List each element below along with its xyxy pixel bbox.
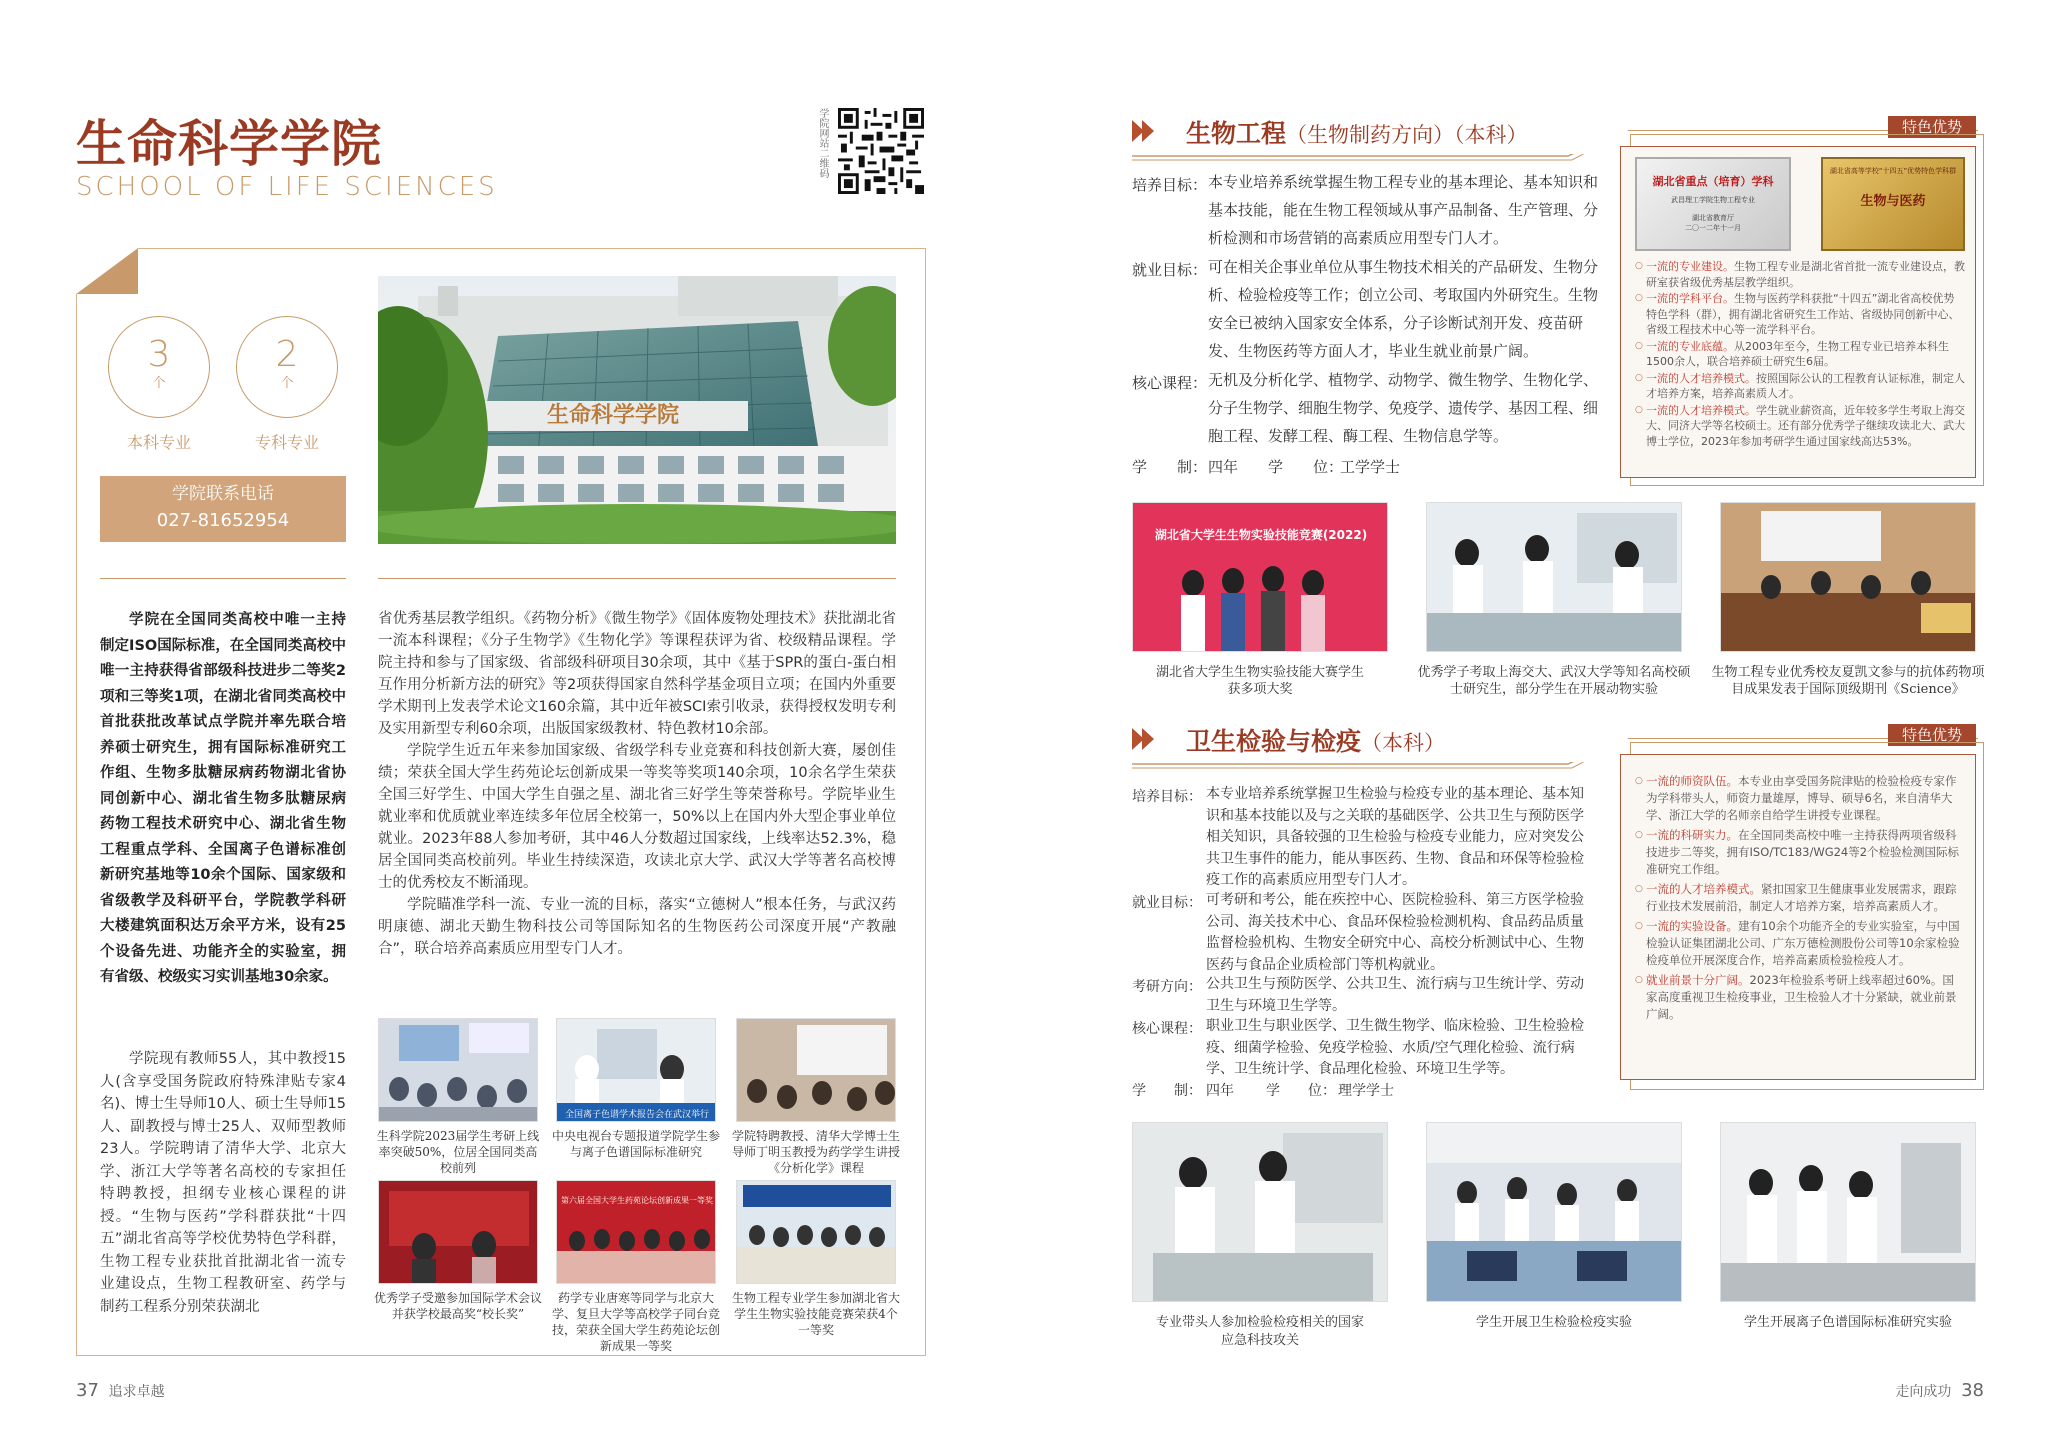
photo-banner: 第六届全国大学生药苑论坛创新成果一等奖 [561, 1196, 713, 1205]
divider [100, 578, 346, 579]
photo-chromatography [1720, 1122, 1976, 1302]
field-value: 理学学士 [1338, 1083, 1394, 1099]
qr-code-icon[interactable] [838, 108, 924, 194]
phone-box [100, 476, 346, 542]
plaque-sub: 武昌理工学院生物工程专业 [1671, 196, 1755, 204]
plaque-key-discipline [1635, 157, 1791, 251]
page-number-left [76, 1380, 165, 1401]
feature-item: ○ 一流的人才培养模式。学生就业薪资高，近年较多学生考取上海交大、同济大学等名校硕士。还有部分优秀学子继续攻读北大、武大博士学位，2023年参加考研学生通过国家线高达53%。 [1635, 403, 1965, 450]
field-value: 本专业培养系统掌握生物工程专业的基本理论、基本知识和基本技能，能在生物工程领域从事产品制备、生产管理、分析检测和市场营销的高素质应用型专门人才。 [1208, 173, 1599, 247]
photo-group [736, 1180, 896, 1284]
page-number: 37 [76, 1380, 99, 1401]
page-label: 走向成功 [1895, 1384, 1952, 1400]
page-title: 生命科学学院 [76, 114, 382, 173]
building-photo [378, 276, 896, 544]
feature-item: ○ 一流的实验设备。建有10余个功能齐全的专业实验室，与中国检验认证集团湖北公司、广东万德检测股份公司等10余家检验检疫单位开展深度合作，培养高素质检验检疫人才。 [1635, 918, 1965, 969]
feature-item: ○ 一流的人才培养模式。紧扣国家卫生健康事业发展需求，跟踪行业技术发展前沿，制定人才培养方案，培养高素质人才。 [1635, 881, 1965, 915]
stat-undergrad [108, 316, 210, 418]
field-label: 学 制： [1132, 458, 1208, 476]
field-label: 学 位： [1266, 1083, 1336, 1099]
middle-paragraph: 学院瞄准学科一流、专业一流的目标，落实“立德树人”根本任务，与武汉药明康德、湖北天勤生物科技公司等国际知名的生物医药公司深度开展“产教融合”，联合培养高素质应用型专门人才。 [378, 897, 896, 957]
feature-pane [1620, 146, 1976, 478]
photo-award [556, 1180, 716, 1284]
stat-junior-number: 2 [275, 334, 299, 375]
field-label: 学 位： [1268, 458, 1344, 476]
field-label: 培养目标： [1132, 176, 1208, 194]
stat-junior-label: 专科专业 [254, 433, 319, 452]
field-value: 本专业培养系统掌握卫生检验与检疫专业的基本理论、基本知识和基本技能以及与之关联的基础医学、公共卫生与预防医学相关知识，具备较强的卫生检验与检疫专业能力，应对突发公共卫生事件的能力，能从事医药、生物、食品和环保等检验检疫工作的高素质应用型专门人才。 [1206, 786, 1584, 888]
photo-caption: 专业带头人参加检验检疫相关的国家应急科技攻关 [1155, 1315, 1364, 1348]
section-level: （本科） [1454, 123, 1528, 147]
stat-undergrad-label: 本科专业 [126, 433, 191, 452]
photo-classroom [378, 1018, 538, 1122]
photo-caption: 药学专业唐寒等同学与北京大学、复旦大学等高校学子同台竞技，荣获全国大学生药苑论坛创新成果一等奖 [552, 1291, 721, 1353]
page-number-right [1895, 1380, 1984, 1401]
middle-paragraph: 省优秀基层教学组织。《药物分析》《微生物学》《固体废物处理技术》获批湖北省一流本科课程；《分子生物学》《生物化学》等课程获评为省、校级精品课程。学院主持和参与了国家级、省部级科研项目30余项，其中《基于SPR的蛋白-蛋白相互作用分析新方法的研究》等2项获得国家自然科学基金项目立项；在国内外重要学术期刊上发表学术论文160余篇，其中近年被SCI索引收录，获得授权发明专利及实用新型专利60余项，出版国家级教材、特色教材10余部。 [378, 611, 896, 737]
photo-conference [378, 1180, 538, 1284]
phone-label: 学院联系电话 [172, 484, 274, 504]
field-label: 核心课程： [1132, 374, 1208, 392]
stat-junior [236, 316, 338, 418]
plaque-org: 湖北省教育厅 [1692, 214, 1734, 222]
photo-meeting [1720, 502, 1976, 652]
photo-caption: 优秀学子受邀参加国际学术会议并获学校最高奖“校长奖” [374, 1291, 543, 1321]
arrow-right-icon [1132, 120, 1162, 142]
photo-caption: 生物工程专业优秀校友夏凯文参与的抗体药物项目成果发表于国际顶级期刊《Science》 [1711, 665, 1985, 697]
section-title-main: 生物工程 [1186, 119, 1287, 148]
photo-caption: 湖北省大学生生物实验技能大赛学生获多项大奖 [1155, 665, 1364, 697]
section-title [1186, 114, 1528, 150]
feature-tag: 特色优势 [1888, 724, 1976, 746]
field-label: 培养目标： [1132, 789, 1202, 805]
photo-caption: 生科学院2023届学生考研上线率突破50%，位居全国同类高校前列 [376, 1129, 540, 1175]
field-value: 公共卫生与预防医学、公共卫生、流行病与卫生统计学、劳动卫生与环境卫生学等。 [1206, 976, 1584, 1014]
field-value: 工学学士 [1340, 458, 1401, 476]
feature-item: ○ 一流的专业底蕴。从2003年至今，生物工程专业已培养本科生1500余人，联合培养硕士研究生6届。 [1635, 339, 1965, 370]
building-sign: 生命科学学院 [546, 402, 680, 428]
stat-undergrad-number: 3 [147, 334, 171, 375]
frame-corner-decoration [76, 248, 138, 294]
page-label: 追求卓越 [108, 1384, 165, 1400]
field-label: 核心课程： [1132, 1021, 1202, 1037]
field-value: 可在相关企事业单位从事生物技术相关的产品研发、生物分析、检验检疫等工作；创立公司、考取国内外研究生。生物安全已被纳入国家安全体系，分子诊断试剂开发、疫苗研发、生物医药等方面人才，毕业生就业前景广阔。 [1208, 258, 1599, 360]
field-value: 可考研和考公，能在疾控中心、医院检验科、第三方医学检验公司、海关技术中心、食品环保检验检测机构、食品药品质量监督检验机构、生物安全研究中心、高校分析测试中心、生物医药与食品企业质检部门等机构就业。 [1206, 892, 1584, 973]
plaque-title: 湖北省重点（培育）学科 [1652, 175, 1774, 188]
feature-list [1635, 773, 1965, 1023]
plaque-head: 湖北省高等学校“十四五”优势特色学科群 [1829, 167, 1957, 175]
photo-caption: 学生开展卫生检验检疫实验 [1475, 1315, 1632, 1330]
plaque-date: 二〇一二年十一月 [1685, 224, 1741, 232]
section-level: （本科） [1361, 731, 1446, 755]
field-label: 考研方向： [1132, 979, 1202, 995]
photo-caption: 学院特聘教授、清华大学博士生导师丁明玉教授为药学学生讲授《分析化学》课程 [732, 1129, 901, 1175]
field-value: 四年 [1208, 458, 1239, 476]
middle-text-column [378, 608, 896, 960]
section-title-paren: （生物制药方向） [1286, 123, 1455, 147]
page-number: 38 [1961, 1380, 1984, 1401]
middle-paragraph: 学院学生近五年来参加国家级、省级学科专业竞赛和科技创新大赛，屡创佳绩；荣获全国大学生药苑论坛创新成果一等奖等奖项140余项，10余名学生荣获全国三好学生、中国大学生自强之星、湖北省三好学生等荣誉称号。学院毕业生就业率和优质就业率连续多年位居全校第一，50%以上在国内外大型企事业单位就业。2023年88人参加考研，其中46人分数超过国家线，上线率达52.3%，稳居全国同类高校前列。毕业生持续深造，攻读北京大学、武汉大学等著名高校博士的优秀校友不断涌现。 [378, 743, 896, 891]
section-title [1186, 722, 1445, 758]
plaque-title: 生物与医药 [1860, 194, 1926, 209]
feature-tag: 特色优势 [1888, 116, 1976, 138]
photo-banner: 全国离子色谱学术报告会在武汉举行 [564, 1110, 710, 1120]
page-subtitle: SCHOOL OF LIFE SCIENCES [76, 172, 498, 202]
field-value: 四年 [1206, 1083, 1234, 1099]
phone-number[interactable]: 027-81652954 [156, 510, 290, 531]
field-label: 学 制： [1132, 1083, 1202, 1099]
field-value: 无机及分析化学、植物学、动物学、微生物学、生物化学、分子生物学、细胞生物学、免疫学、遗传学、基因工程、细胞工程、发酵工程、酶工程、生物信息学等。 [1208, 371, 1599, 445]
section-title-main: 卫生检验与检疫 [1186, 727, 1362, 756]
feature-item: ○ 一流的师资队伍。本专业由享受国务院津贴的检验检疫专家作为学科带头人，师资力量雄厚，博导、硕导6名，来自清华大学、浙江大学的名师亲自给学生讲授专业课程。 [1635, 773, 1965, 824]
photo-caption: 学生开展离子色谱国际标准研究实验 [1743, 1315, 1952, 1330]
photo-banner: 湖北省大学生生物实验技能竞赛(2022) [1154, 528, 1368, 542]
feature-item: ○ 一流的人才培养模式。按照国际公认的工程教育认证标准，制定人才培养方案，培养高素质人才。 [1635, 371, 1965, 402]
qr-label: 学院网站二维码 [817, 108, 828, 178]
feature-list [1635, 259, 1965, 449]
feature-item: ○ 一流的科研实力。在全国同类高校中唯一主持获得两项省级科技进步二等奖，拥有ISO/TC183/WG24等2个检验检测国际标准研究工作组。 [1635, 827, 1965, 878]
photo-lecture [736, 1018, 896, 1122]
plaque-advantage [1821, 157, 1965, 251]
arrow-right-icon [1132, 728, 1162, 750]
intro-paragraph: 学院在全国同类高校中唯一主持制定ISO国际标准，在全国同类高校中唯一主持获得省部级科技进步二等奖2项和三等奖1项，在湖北省同类高校中首批获批改革试点学院并率先联合培养硕士研究生，拥有国际标准研究工作组、生物多肽糖尿病药物湖北省协同创新中心、湖北省生物多肽糖尿病药物工程技术研究中心、湖北省生物工程重点学科、全国离子色谱标准创新研究基地等10余个国际、国家级和省级教学及科研平台，学院教学科研大楼建筑面积达万余平方米，设有25个设备先进、功能齐全的实验室，拥有省级、校级实习实训基地30余家。 [100, 612, 346, 985]
photo-competition [1132, 502, 1388, 652]
photo-emergency-research [1132, 1122, 1388, 1302]
faculty-paragraph: 学院现有教师55人，其中教授15人(含享受国务院政府特殊津贴专家4名)、博士生导师10人、硕士生导师15人、副教授与博士25人、双师型教师23人。学院聘请了清华大学、北京大学、浙江大学等著名高校的专家担任特聘教授，担纲专业核心课程的讲授。“生物与医药”学科群获批“十四五”湖北省高等学校优势特色学科群，生物工程专业获批首批湖北省一流专业建设点，生物工程教研室、药学与制药工程系分别荣获湖北 [100, 1051, 346, 1315]
field-label: 就业目标： [1132, 261, 1208, 279]
stat-undergrad-unit: 个 [152, 376, 166, 391]
photo-caption: 优秀学子考取上海交大、武汉大学等知名高校硕士研究生，部分学生在开展动物实验 [1417, 665, 1691, 697]
photo-lab-experiment [1426, 1122, 1682, 1302]
feature-item: ○ 一流的学科平台。生物与医药学科获批“十四五”湖北省高校优势特色学科（群），拥有湖北省研究生工作站、省级协同创新中心、省级工程技术中心等一流学科平台。 [1635, 291, 1965, 338]
feature-item: ○ 一流的专业建设。生物工程专业是湖北省首批一流专业建设点，教研室获省级优秀基层教学组织。 [1635, 259, 1965, 290]
photo-caption: 中央电视台专题报道学院学生参与离子色谱国际标准研究 [552, 1129, 721, 1159]
feature-item: ○ 就业前景十分广阔。2023年检验系考研上线率超过60%。国家高度重视卫生检疫事业，卫生检验人才十分紧缺，就业前景广阔。 [1635, 972, 1965, 1023]
field-label: 就业目标： [1132, 895, 1202, 911]
photo-cctv [556, 1018, 716, 1122]
stat-junior-unit: 个 [280, 376, 294, 391]
divider [378, 578, 896, 579]
feature-pane [1620, 754, 1976, 1080]
photo-caption: 生物工程专业学生参加湖北省大学生生物实验技能竞赛荣获4个一等奖 [732, 1291, 901, 1337]
field-value: 职业卫生与职业医学、卫生微生物学、临床检验、卫生检验检疫、细菌学检验、免疫学检验、水质/空气理化检验、流行病学、卫生统计学、食品理化检验、环境卫生学等。 [1206, 1018, 1584, 1077]
photo-animal-lab [1426, 502, 1682, 652]
